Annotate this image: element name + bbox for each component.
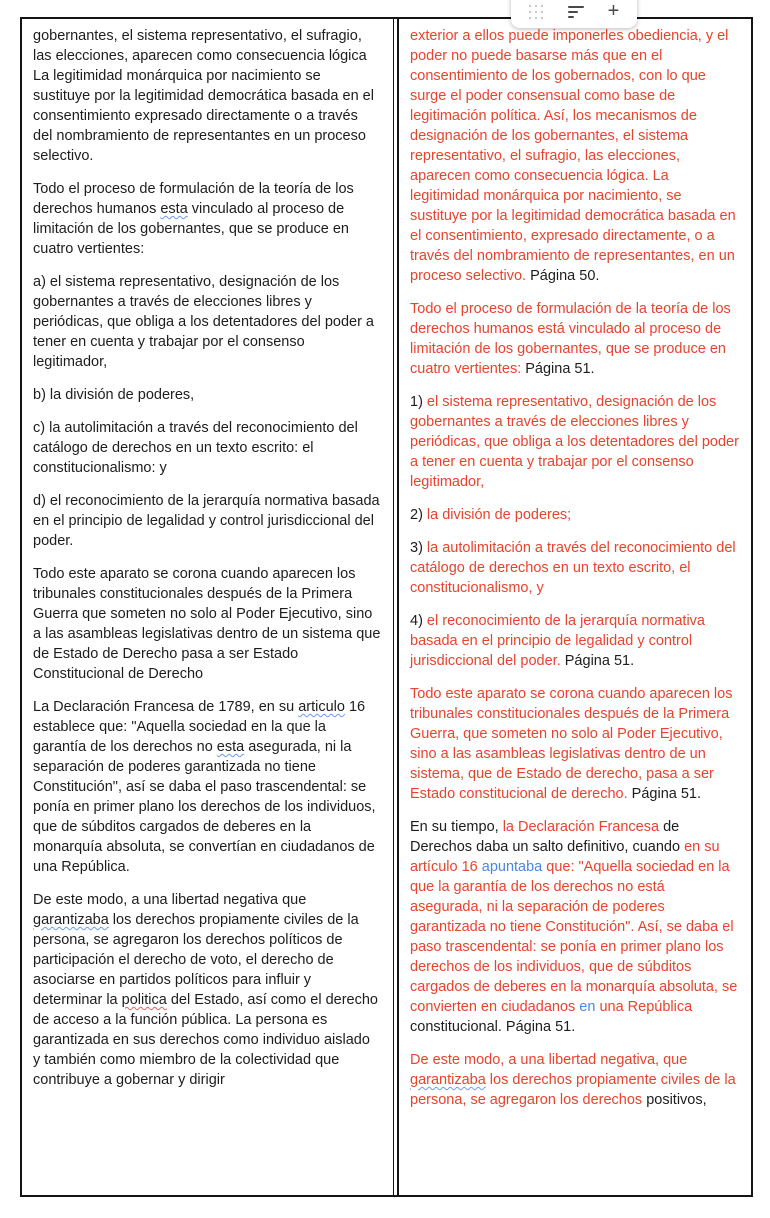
text-segment: vinculado al proceso de limitación de los gobernantes, que se produce en cuatro vertientes: bbox=[33, 201, 349, 257]
text-segment: del Estado, así como el derecho de acceso a la función pública. La persona es garantizada en sus derechos como individuo aislado y también como miembro de la colectividad que contribuye a gobernar y dirigir bbox=[33, 992, 378, 1088]
text-segment: Página 51. bbox=[631, 786, 702, 802]
text-segment: Página 50. bbox=[530, 268, 600, 284]
text-segment: de Derechos daba un salto definitivo, cuando bbox=[410, 819, 685, 855]
text-segment: b) la división de poderes, bbox=[33, 387, 195, 403]
text-segment: articulo bbox=[298, 699, 345, 715]
text-segment: garantizaba bbox=[410, 1072, 486, 1088]
text-segment: 1) bbox=[410, 394, 427, 410]
text-segment: Todo el proceso de formulación de la teoría de los derechos humanos está vinculado al proceso de limitación de los gobernantes, que se produce en cuatro vertientes: bbox=[410, 301, 731, 377]
paragraph bbox=[410, 26, 739, 286]
text-segment: De este modo, a una libertad negativa que bbox=[33, 892, 307, 908]
text-segment: a) el sistema representativo, designación de los gobernantes a través de elecciones libres y periódicas, que obliga a los detentadores del poder a tener en cuenta y trabajar por el consenso legitimador, bbox=[33, 274, 374, 370]
text-segment: en bbox=[579, 999, 596, 1015]
grid-dots-icon bbox=[529, 5, 544, 20]
text-segment: 4) bbox=[410, 613, 427, 629]
paragraph bbox=[33, 890, 381, 1090]
comparison-table bbox=[20, 17, 753, 1197]
paragraph bbox=[410, 611, 739, 671]
text-segment: d) el reconocimiento de la jerarquía normativa basada en el principio de legalidad y control jurisdiccional del poder. bbox=[33, 493, 380, 549]
drag-handle-dots-icon[interactable] bbox=[529, 3, 544, 21]
text-segment: Todo el proceso de formulación de la teoría de los derechos humanos bbox=[33, 181, 354, 217]
text-segment: el sistema representativo, designación de los gobernantes a través de elecciones libres y periódicas, que obliga a los detentadores del poder a tener en cuenta y trabajar por el consenso legitimador, bbox=[410, 394, 739, 490]
text-segment: los derechos propiamente civiles de la persona, se agregaron los derechos políticos de participación el derecho de voto, el derecho de asociarse en partidos políticos para influir y determinar la bbox=[33, 912, 359, 1008]
text-segment: En su tiempo, bbox=[410, 819, 503, 835]
paragraph bbox=[33, 418, 381, 478]
left-document-column bbox=[22, 19, 394, 1195]
right-document-column bbox=[397, 19, 751, 1195]
paragraph bbox=[410, 538, 739, 598]
text-segment: asegurada, ni la separación de poderes garantizada no tiene Constitución", así se daba el paso trascendental: se ponía en primer plano los derechos de los individuos, que de súbditos cargados de deberes en la monarquía absoluta, se convertían en ciudadanos de una República. bbox=[33, 739, 376, 875]
text-segment: la Declaración Francesa bbox=[502, 819, 660, 835]
text-segment: la división de poderes; bbox=[426, 507, 572, 523]
text-segment: positivos, bbox=[646, 1092, 707, 1108]
text-segment: 16 establece que: "Aquella sociedad en la que la garantía de los derechos no bbox=[33, 699, 366, 755]
text-segment: esta bbox=[160, 201, 188, 217]
text-segment: el reconocimiento de la jerarquía normativa basada en el principio de legalidad y control jurisdiccional del poder. bbox=[410, 613, 705, 669]
paragraph bbox=[410, 505, 739, 525]
paragraph bbox=[33, 272, 381, 372]
paragraph bbox=[410, 392, 739, 492]
text-segment: la autolimitación a través del reconocimiento del catálogo de derechos en un texto escrito, el constitucionalismo, y bbox=[410, 540, 736, 596]
text-segment: De este modo, a una libertad negativa, que bbox=[410, 1052, 688, 1068]
paragraph bbox=[410, 684, 739, 804]
paragraph bbox=[33, 491, 381, 551]
paragraph bbox=[33, 385, 381, 405]
paragraph bbox=[410, 1050, 739, 1110]
sort-lines-icon[interactable] bbox=[568, 3, 584, 21]
text-segment: Todo este aparato se corona cuando aparecen los tribunales constitucionales después de la Primera Guerra, que someten no solo al Poder Ejecutivo, sino a las asambleas legislativas dentro de un sistema, que de Estado de derecho, pasa a ser Estado constitucional de derecho. bbox=[410, 686, 733, 802]
add-icon[interactable]: + bbox=[607, 0, 620, 22]
text-segment: Todo este aparato se corona cuando aparecen los tribunales constitucionales después de la Primera Guerra que someten no solo al Poder Ejecutivo, sino a las asambleas legislativas dentro de un sistema que de Estado de Derecho pasa a ser Estado Constitucional de Derecho bbox=[33, 566, 381, 682]
text-segment: en su artículo 16 bbox=[410, 839, 720, 875]
floating-toolbar bbox=[511, 0, 637, 28]
text-segment: Página 51. bbox=[525, 361, 595, 377]
text-segment: que: "Aquella sociedad en la que la garantía de los derechos no está asegurada, ni la separación de poderes garantizada no tiene Constitución". Así, se daba el paso trascendental: se ponía en primer plano los derechos de los individuos, que de súbditos cargados de deberes en la monarquía absoluta, se convierten en ciudadanos bbox=[410, 859, 738, 1015]
text-segment: los derechos propiamente civiles de la persona, se agregaron los derechos bbox=[410, 1072, 736, 1108]
text-segment: c) la autolimitación a través del reconocimiento del catálogo de derechos en un texto escrito: el constitucionalismo: y bbox=[33, 420, 358, 476]
text-segment: La Declaración Francesa de 1789, en su bbox=[33, 699, 299, 715]
paragraph bbox=[33, 179, 381, 259]
sort-lines-glyph bbox=[568, 6, 584, 19]
text-segment: apuntaba bbox=[481, 859, 543, 875]
paragraph bbox=[410, 817, 739, 1037]
text-segment: gobernantes, el sistema representativo, el sufragio, las elecciones, aparecen como consecuencia lógica La legitimidad monárquica por nacimiento se sustituye por la legitimidad democrática basada en el consentimiento expresado directamente o a través del nombramiento de representantes en un proceso selectivo. bbox=[33, 28, 374, 164]
text-segment: politica bbox=[121, 992, 167, 1008]
paragraph bbox=[33, 697, 381, 877]
text-segment: exterior a ellos puede imponerles obediencia, y el poder no puede basarse más que en el consentimiento de los gobernados, con lo que surge el poder consensual como base de legitimación política. Así, los mecanismos de designación de los gobernantes, el sistema representativo, el sufragio, las elecciones, aparecen como consecuencia lógica. La legitimidad monárquica por nacimiento, se sustituye por la legitimidad democrática basada en el consentimiento, expresado directamente, o a través del nombramiento de representantes, en un proceso selectivo. bbox=[410, 28, 736, 284]
paragraph bbox=[410, 299, 739, 379]
text-segment: 2) bbox=[410, 507, 427, 523]
text-segment: 3) bbox=[410, 540, 427, 556]
paragraph bbox=[33, 26, 381, 166]
text-segment: Página 51. bbox=[564, 653, 635, 669]
text-segment: constitucional. Página 51. bbox=[410, 1019, 576, 1035]
text-segment: esta bbox=[216, 739, 245, 755]
text-segment: una República bbox=[595, 999, 693, 1015]
text-segment: garantizaba bbox=[33, 912, 109, 928]
paragraph bbox=[33, 564, 381, 684]
